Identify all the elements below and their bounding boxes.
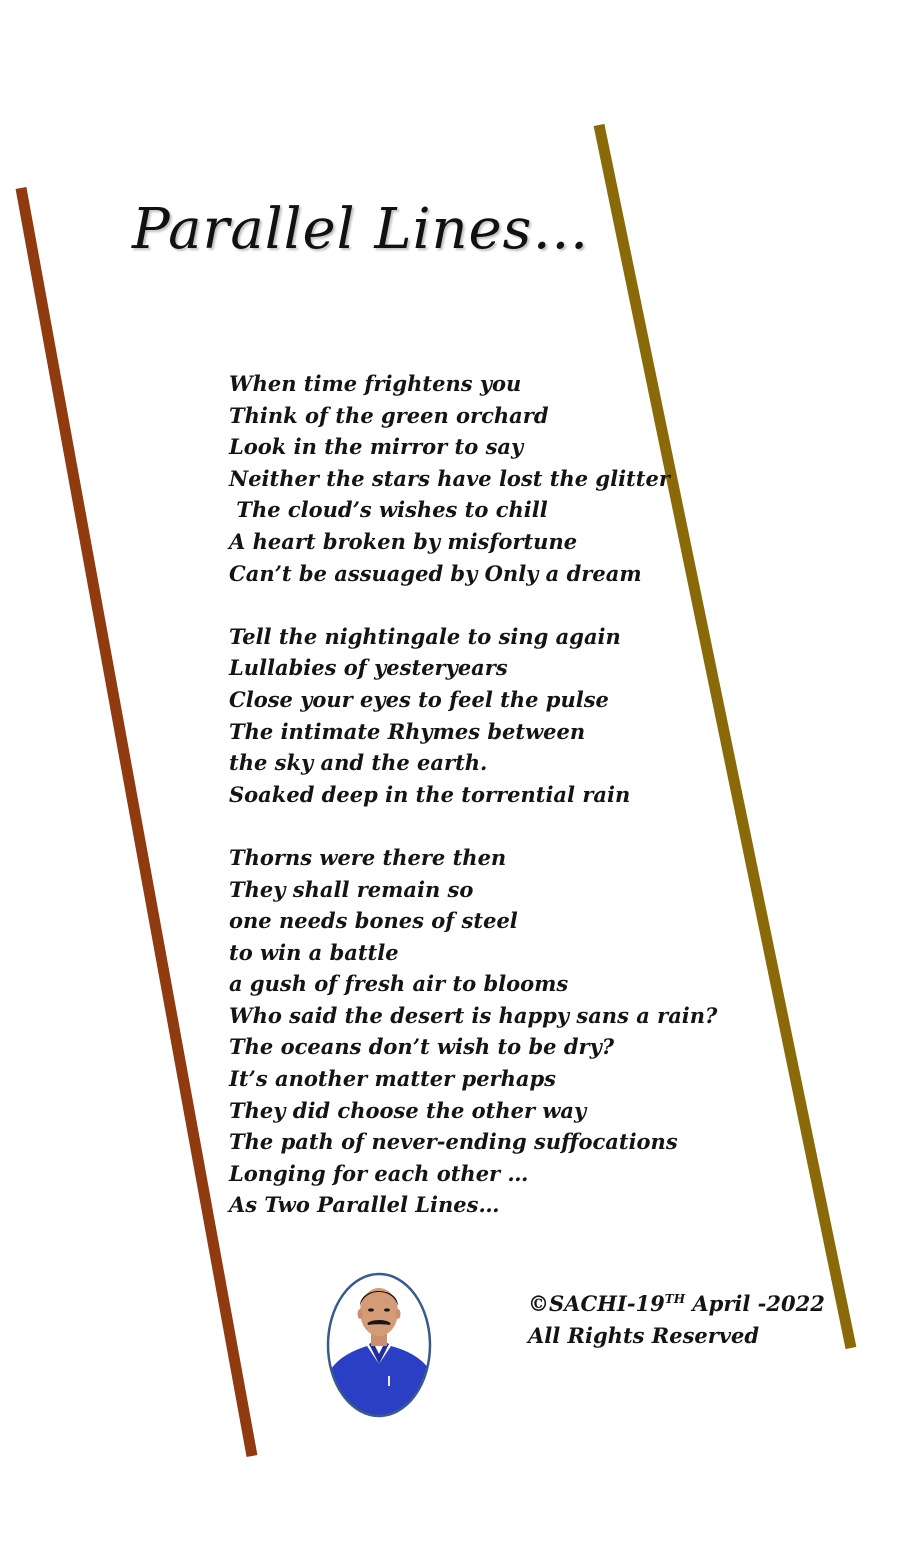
poem-line: Thorns were there then (229, 844, 507, 870)
copyright-date: April -2022 (685, 1291, 825, 1316)
poem-line: It’s another matter perhaps (229, 1066, 557, 1092)
poem-line: Look in the mirror to say (229, 434, 524, 460)
poem-line: Tell the nightingale to sing again (229, 623, 621, 649)
poem-line: Lullabies of yesteryears (229, 655, 508, 681)
poem-line: Think of the green orchard (229, 402, 549, 428)
poem-line: one needs bones of steel (229, 908, 518, 934)
stanza (229, 842, 789, 1221)
copyright-prefix: ©SACHI-19 (528, 1291, 665, 1316)
poem-line: Can’t be assuaged by Only a dream (229, 560, 642, 586)
poem-line: to win a battle (229, 939, 399, 965)
poem-line: The oceans don’t wish to be dry? (229, 1034, 615, 1060)
poem-line: Close your eyes to feel the pulse (229, 686, 609, 712)
poem-line: When time frightens you (229, 371, 522, 396)
stanza (229, 368, 789, 589)
poem-line: They shall remain so (229, 876, 474, 902)
date-ordinal-suffix: TH (664, 1292, 686, 1306)
poem-line: Longing for each other … (229, 1160, 529, 1186)
poem-line: They did choose the other way (229, 1097, 587, 1123)
copyright-line (528, 1288, 825, 1320)
poem-line: a gush of fresh air to blooms (229, 971, 569, 997)
poem-line: As Two Parallel Lines… (229, 1192, 500, 1218)
copyright-notice (528, 1288, 825, 1352)
poem-line: Neither the stars have lost the glitter (229, 465, 670, 491)
poem-line: A heart broken by misfortune (229, 528, 578, 554)
left-diagonal-line (21, 188, 252, 1456)
poem-title: Parallel Lines… (132, 197, 590, 262)
poem-line: the sky and the earth. (229, 750, 488, 776)
poem-line: The path of never-ending suffocations (229, 1129, 678, 1155)
stanza (229, 621, 789, 811)
poem-body (229, 368, 789, 1221)
poem-line: The cloud’s wishes to chill (229, 497, 548, 523)
poem-line: Who said the desert is happy sans a rain? (229, 1002, 718, 1028)
poem-line: The intimate Rhymes between (229, 718, 586, 744)
rights-reserved: All Rights Reserved (528, 1323, 760, 1348)
poem-line: Soaked deep in the torrential rain (229, 781, 631, 807)
author-portrait (325, 1272, 435, 1420)
